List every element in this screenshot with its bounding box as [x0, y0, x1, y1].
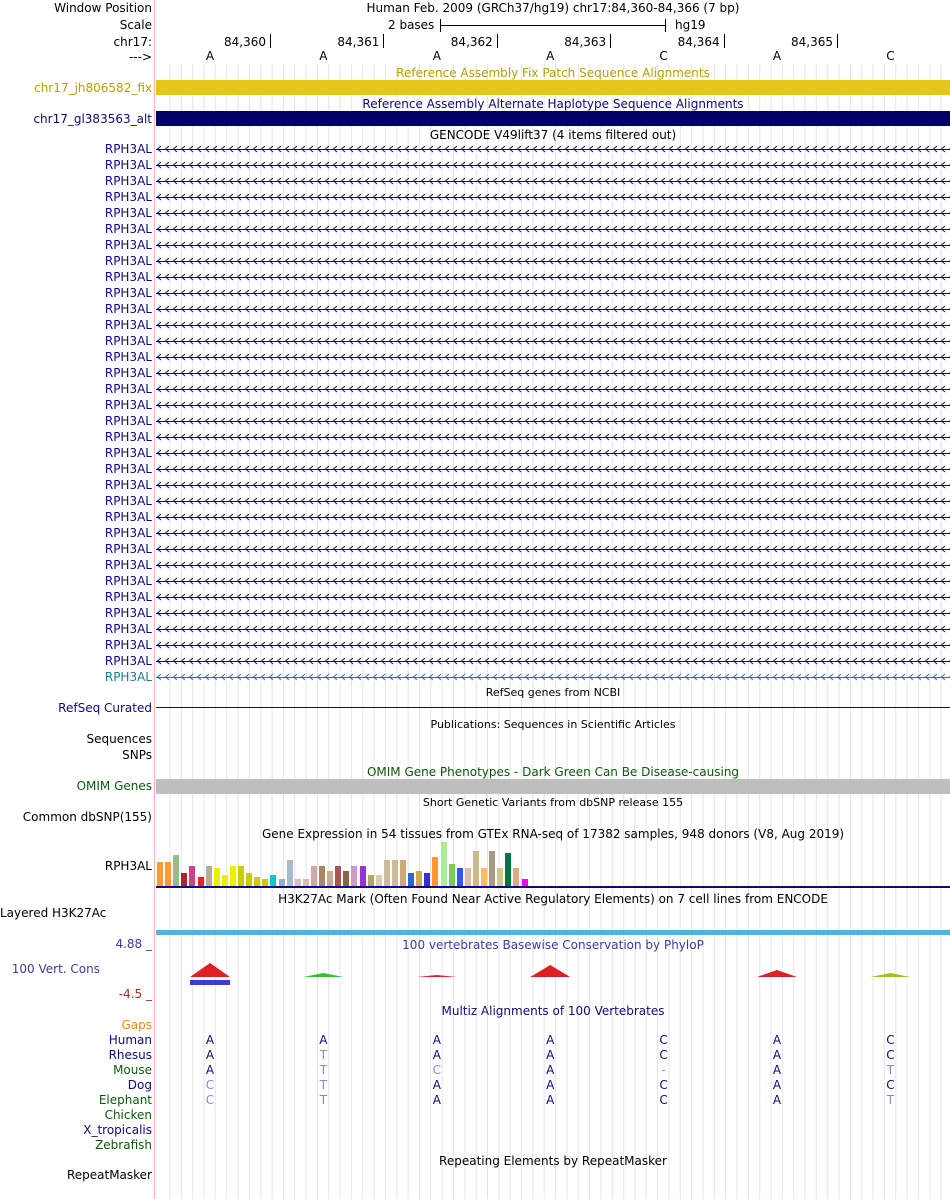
gencode-item-intron[interactable]	[156, 656, 950, 666]
ruler-position-label: 84,365	[791, 35, 833, 49]
gtex-tissue-bar[interactable]	[343, 871, 349, 886]
multiz-title[interactable]: Multiz Alignments of 100 Vertebrates	[441, 1004, 665, 1018]
multiz-base: A	[546, 1048, 555, 1062]
gtex-tissue-bar[interactable]	[522, 879, 528, 886]
gencode-item-label[interactable]: RPH3AL	[104, 542, 152, 556]
gencode-item-intron[interactable]	[156, 352, 950, 362]
chrom-label: chr17:	[113, 35, 152, 49]
repeatmasker-label[interactable]: RepeatMasker	[66, 1168, 152, 1182]
multiz-base: A	[432, 1093, 441, 1107]
multiz-base: T	[319, 1063, 328, 1077]
gencode-item-label[interactable]: RPH3AL	[104, 158, 152, 172]
gencode-item-intron[interactable]	[156, 160, 950, 170]
multiz-base: T	[319, 1048, 328, 1062]
multiz-base: A	[432, 1048, 441, 1062]
ruler-position-label: 84,363	[564, 35, 607, 49]
scale-label: Scale	[119, 18, 152, 32]
reference-base: A	[205, 49, 215, 63]
window-position-label: Window Position	[54, 1, 152, 15]
gencode-item-intron[interactable]	[156, 144, 950, 154]
gtex-tissue-bar[interactable]	[351, 866, 357, 886]
gencode-item-label[interactable]: RPH3AL	[104, 414, 152, 428]
ruler-position-label: 84,360	[224, 35, 266, 49]
gtex-tissue-bar[interactable]	[270, 875, 276, 886]
gtex-tissue-bar[interactable]	[295, 879, 301, 886]
gtex-tissue-bar[interactable]	[165, 862, 171, 886]
gtex-tissue-bar[interactable]	[198, 877, 204, 886]
multiz-base: T	[319, 1078, 328, 1092]
gencode-item-label[interactable]: RPH3AL	[104, 526, 152, 540]
gencode-item-intron[interactable]	[156, 608, 950, 618]
h3k27ac-title[interactable]: H3K27Ac Mark (Often Found Near Active Regulatory Elements) on 7 cell lines from ENCODE	[278, 892, 828, 906]
gencode-item-label[interactable]: RPH3AL	[104, 270, 152, 284]
ruler-position-label: 84,362	[450, 35, 493, 49]
gencode-item-intron[interactable]	[156, 464, 950, 474]
gencode-item-intron[interactable]	[156, 672, 950, 682]
scale-cap-right	[665, 19, 666, 32]
alt-haplo-label[interactable]: chr17_gl383563_alt	[33, 112, 152, 126]
gtex-tissue-bar[interactable]	[157, 862, 163, 886]
gtex-tissue-bar[interactable]	[513, 868, 519, 886]
multiz-species-label[interactable]: Chicken	[104, 1108, 152, 1122]
multiz-base: -	[661, 1063, 666, 1077]
multiz-species-label[interactable]: X_tropicalis	[83, 1123, 152, 1137]
window-position-value[interactable]: Human Feb. 2009 (GRCh37/hg19) chr17:84,360-84,366 (7 bp)	[366, 1, 740, 15]
gtex-tissue-bar[interactable]	[206, 866, 212, 886]
gencode-item-intron[interactable]	[156, 384, 950, 394]
multiz-base: C	[432, 1063, 441, 1077]
gencode-item-intron[interactable]	[156, 272, 950, 282]
gencode-item-label[interactable]: RPH3AL	[104, 286, 152, 300]
phylop-max: 4.88 _	[115, 937, 152, 951]
multiz-base: A	[546, 1033, 555, 1047]
gencode-item-label[interactable]: RPH3AL	[104, 238, 152, 252]
multiz-base: A	[772, 1063, 782, 1077]
gtex-tissue-bar[interactable]	[416, 871, 422, 886]
multiz-base: C	[659, 1078, 668, 1092]
ruler-tick	[383, 34, 384, 48]
multiz-base: C	[659, 1093, 668, 1107]
gencode-item-intron[interactable]	[156, 208, 950, 218]
gencode-item-label[interactable]: RPH3AL	[104, 334, 152, 348]
alt-haplo-bar[interactable]	[156, 111, 950, 126]
multiz-base: C	[205, 1078, 215, 1092]
refseq-line[interactable]	[156, 707, 950, 708]
multiz-base: C	[659, 1033, 668, 1047]
gencode-item-intron[interactable]	[156, 624, 950, 634]
gtex-tissue-bar[interactable]	[189, 866, 195, 886]
dbsnp-label[interactable]: Common dbSNP(155)	[22, 810, 152, 824]
refseq-title[interactable]: RefSeq genes from NCBI	[485, 686, 621, 699]
reference-base: C	[659, 49, 668, 63]
gencode-item-label[interactable]: RPH3AL	[104, 318, 152, 332]
fix-patch-title[interactable]: Reference Assembly Fix Patch Sequence Alignments	[396, 66, 710, 80]
phylop-logo-glyph	[870, 973, 910, 977]
gtex-tissue-bar[interactable]	[279, 879, 285, 886]
ruler-tick	[610, 34, 611, 48]
gencode-item-intron[interactable]	[156, 336, 950, 346]
phylop-logo-glyph	[303, 973, 343, 977]
multiz-base: A	[772, 1078, 782, 1092]
phylop-logo-glyph	[757, 970, 797, 977]
gencode-item-intron[interactable]	[156, 512, 950, 522]
scale-line	[440, 25, 666, 26]
fix-patch-bar[interactable]	[156, 80, 950, 95]
gencode-item-label[interactable]: RPH3AL	[104, 558, 152, 572]
gtex-tissue-bar[interactable]	[303, 879, 309, 886]
gencode-item-label[interactable]: RPH3AL	[104, 590, 152, 604]
multiz-base: A	[205, 1048, 215, 1062]
gencode-item-label[interactable]: RPH3AL	[104, 142, 152, 156]
ruler-tick	[837, 34, 838, 48]
gencode-item-intron[interactable]	[156, 640, 950, 650]
multiz-base: A	[772, 1048, 782, 1062]
gencode-item-intron[interactable]	[156, 400, 950, 410]
gtex-underline	[156, 886, 950, 888]
multiz-base: A	[432, 1033, 441, 1047]
gtex-tissue-bar[interactable]	[173, 855, 179, 886]
gencode-item-intron[interactable]	[156, 448, 950, 458]
gencode-item-intron[interactable]	[156, 320, 950, 330]
multiz-base: A	[546, 1093, 555, 1107]
gtex-tissue-bar[interactable]	[449, 864, 455, 886]
gtex-bar-chart[interactable]	[156, 842, 950, 886]
gencode-item-intron[interactable]	[156, 256, 950, 266]
gtex-tissue-bar[interactable]	[392, 860, 398, 886]
ruler-tick	[270, 34, 271, 48]
gencode-item-label[interactable]: RPH3AL	[104, 366, 152, 380]
gencode-item-label[interactable]: RPH3AL	[104, 174, 152, 188]
gtex-tissue-bar[interactable]	[424, 873, 430, 886]
alt-haplo-title[interactable]: Reference Assembly Alternate Haplotype Sequence Alignments	[362, 97, 744, 111]
gencode-item-label[interactable]: RPH3AL	[104, 606, 152, 620]
multiz-species-label[interactable]: Human	[108, 1033, 152, 1047]
scale-cap-left	[440, 19, 441, 32]
omim-label[interactable]: OMIM Genes	[76, 779, 152, 793]
gencode-item-intron[interactable]	[156, 560, 950, 570]
multiz-base: T	[319, 1093, 328, 1107]
gencode-item-intron[interactable]	[156, 176, 950, 186]
phylop-label[interactable]: 100 Vert. Cons	[11, 962, 100, 976]
reference-base: A	[319, 49, 328, 63]
gencode-item-label[interactable]: RPH3AL	[104, 350, 152, 364]
gtex-tissue-bar[interactable]	[214, 868, 220, 886]
gtex-tissue-bar[interactable]	[311, 866, 317, 886]
multiz-base: C	[659, 1048, 668, 1062]
multiz-base: A	[205, 1033, 215, 1047]
label-separator	[154, 0, 155, 1199]
gtex-label[interactable]: RPH3AL	[104, 859, 152, 873]
gtex-tissue-bar[interactable]	[222, 875, 228, 886]
gencode-item-label[interactable]: RPH3AL	[104, 574, 152, 588]
gencode-item-intron[interactable]	[156, 544, 950, 554]
multiz-species-label[interactable]: Elephant	[98, 1093, 152, 1107]
fix-patch-label[interactable]: chr17_jh806582_fix	[34, 81, 152, 95]
gtex-tissue-bar[interactable]	[457, 868, 463, 886]
phylop-min: -4.5 _	[118, 987, 152, 1001]
gencode-item-intron[interactable]	[156, 496, 950, 506]
phylop-logo-glyph	[530, 965, 570, 977]
phylop-logo-glyph	[190, 963, 230, 977]
multiz-base: C	[886, 1033, 895, 1047]
multiz-species-label[interactable]: Mouse	[113, 1063, 152, 1077]
gencode-item-label[interactable]: RPH3AL	[104, 254, 152, 268]
gencode-item-intron[interactable]	[156, 480, 950, 490]
gencode-item-intron[interactable]	[156, 224, 950, 234]
ruler-tick	[724, 34, 725, 48]
gencode-item-intron[interactable]	[156, 432, 950, 442]
omim-title[interactable]: OMIM Gene Phenotypes - Dark Green Can Be Disease-causing	[366, 765, 740, 779]
gtex-tissue-bar[interactable]	[473, 851, 479, 886]
gencode-title[interactable]: GENCODE V49lift37 (4 items filtered out)	[429, 128, 677, 142]
gtex-tissue-bar[interactable]	[489, 851, 495, 886]
scale-bar	[388, 18, 708, 32]
gencode-item-label[interactable]: RPH3AL	[104, 654, 152, 668]
gtex-tissue-bar[interactable]	[497, 868, 503, 886]
gtex-title[interactable]: Gene Expression in 54 tissues from GTEx RNA-seq of 17382 samples, 948 donors (V8, Aug 2019)	[261, 827, 845, 841]
gencode-item-intron[interactable]	[156, 288, 950, 298]
gencode-item-intron[interactable]	[156, 592, 950, 602]
reference-base: C	[886, 49, 895, 63]
reference-base: A	[546, 49, 555, 63]
ruler-position-label: 84,364	[677, 35, 720, 49]
gtex-tissue-bar[interactable]	[327, 871, 333, 886]
gencode-item-intron[interactable]	[156, 576, 950, 586]
gtex-tissue-bar[interactable]	[408, 873, 414, 886]
gencode-item-intron[interactable]	[156, 528, 950, 538]
reference-base: A	[772, 49, 782, 63]
gencode-item-label[interactable]: RPH3AL	[104, 510, 152, 524]
gtex-tissue-bar[interactable]	[230, 866, 236, 886]
reference-base: A	[432, 49, 441, 63]
gtex-tissue-bar[interactable]	[335, 866, 341, 886]
gencode-item-label[interactable]: RPH3AL	[104, 206, 152, 220]
publications-snps-label[interactable]: SNPs	[122, 748, 152, 762]
multiz-base: A	[546, 1063, 555, 1077]
multiz-base: C	[886, 1078, 895, 1092]
multiz-base: T	[886, 1093, 895, 1107]
gencode-item-intron[interactable]	[156, 416, 950, 426]
multiz-gaps-label[interactable]: Gaps	[121, 1018, 152, 1032]
multiz-base: A	[319, 1033, 328, 1047]
gtex-tissue-bar[interactable]	[238, 866, 244, 886]
multiz-species-label[interactable]: Rhesus	[108, 1048, 152, 1062]
gencode-item-intron[interactable]	[156, 368, 950, 378]
phylop-title[interactable]: 100 vertebrates Basewise Conservation by PhyloP	[402, 938, 704, 952]
publications-sequences-label[interactable]: Sequences	[86, 732, 152, 746]
gtex-tissue-bar[interactable]	[465, 868, 471, 886]
gencode-item-intron[interactable]	[156, 240, 950, 250]
gencode-item-label[interactable]: RPH3AL	[104, 446, 152, 460]
publications-title[interactable]: Publications: Sequences in Scientific Articles	[430, 718, 676, 731]
gtex-tissue-bar[interactable]	[246, 873, 252, 886]
ruler-position-label: 84,361	[337, 35, 380, 49]
multiz-base: A	[432, 1078, 441, 1092]
gencode-item-label[interactable]: RPH3AL	[104, 670, 152, 684]
gtex-tissue-bar[interactable]	[376, 875, 382, 886]
gtex-tissue-bar[interactable]	[181, 873, 187, 886]
multiz-base: C	[205, 1093, 215, 1107]
gtex-tissue-bar[interactable]	[441, 842, 447, 886]
gencode-item-label[interactable]: RPH3AL	[104, 302, 152, 316]
gencode-item-intron[interactable]	[156, 304, 950, 314]
gtex-tissue-bar[interactable]	[254, 877, 260, 886]
gtex-tissue-bar[interactable]	[368, 875, 374, 886]
ruler-tick	[497, 34, 498, 48]
multiz-base: T	[886, 1063, 895, 1077]
gencode-item-label[interactable]: RPH3AL	[104, 622, 152, 636]
gencode-item-label[interactable]: RPH3AL	[104, 494, 152, 508]
gtex-tissue-bar[interactable]	[400, 860, 406, 886]
gencode-item-intron[interactable]	[156, 192, 950, 202]
multiz-base: A	[772, 1093, 782, 1107]
strand-label: --->	[128, 50, 152, 64]
refseq-label[interactable]: RefSeq Curated	[58, 701, 152, 715]
gencode-item-label[interactable]: RPH3AL	[104, 382, 152, 396]
gencode-item-label[interactable]: RPH3AL	[104, 462, 152, 476]
phylop-logo[interactable]	[156, 955, 950, 1000]
multiz-base: A	[205, 1063, 215, 1077]
gtex-tissue-bar[interactable]	[262, 879, 268, 886]
h3k27ac-signal	[156, 930, 950, 935]
repeatmasker-title[interactable]: Repeating Elements by RepeatMasker	[439, 1154, 667, 1168]
h3k27ac-label[interactable]: Layered H3K27Ac	[0, 906, 107, 920]
gencode-item-label[interactable]: RPH3AL	[104, 478, 152, 492]
multiz-base: A	[772, 1033, 782, 1047]
gtex-tissue-bar[interactable]	[287, 860, 293, 886]
gtex-tissue-bar[interactable]	[432, 857, 438, 886]
omim-bar[interactable]	[156, 779, 950, 794]
gtex-tissue-bar[interactable]	[505, 853, 511, 886]
multiz-species-label[interactable]: Zebrafish	[95, 1138, 152, 1152]
multiz-species-label[interactable]: Dog	[127, 1078, 152, 1092]
phylop-negative-glyph	[190, 980, 230, 985]
gtex-tissue-bar[interactable]	[384, 860, 390, 886]
multiz-base: A	[546, 1078, 555, 1092]
dbsnp-title[interactable]: Short Genetic Variants from dbSNP release 155	[422, 796, 684, 809]
gencode-item-label[interactable]: RPH3AL	[104, 190, 152, 204]
gencode-item-label[interactable]: RPH3AL	[104, 430, 152, 444]
gencode-item-label[interactable]: RPH3AL	[104, 222, 152, 236]
scale-left-label: 2 bases	[388, 18, 435, 32]
gtex-tissue-bar[interactable]	[481, 868, 487, 886]
gtex-tissue-bar[interactable]	[360, 866, 366, 886]
gencode-item-label[interactable]: RPH3AL	[104, 398, 152, 412]
scale-right-label: hg19	[675, 18, 706, 32]
gencode-item-label[interactable]: RPH3AL	[104, 638, 152, 652]
phylop-logo-glyph	[417, 975, 457, 977]
multiz-base: C	[886, 1048, 895, 1062]
gtex-tissue-bar[interactable]	[319, 866, 325, 886]
